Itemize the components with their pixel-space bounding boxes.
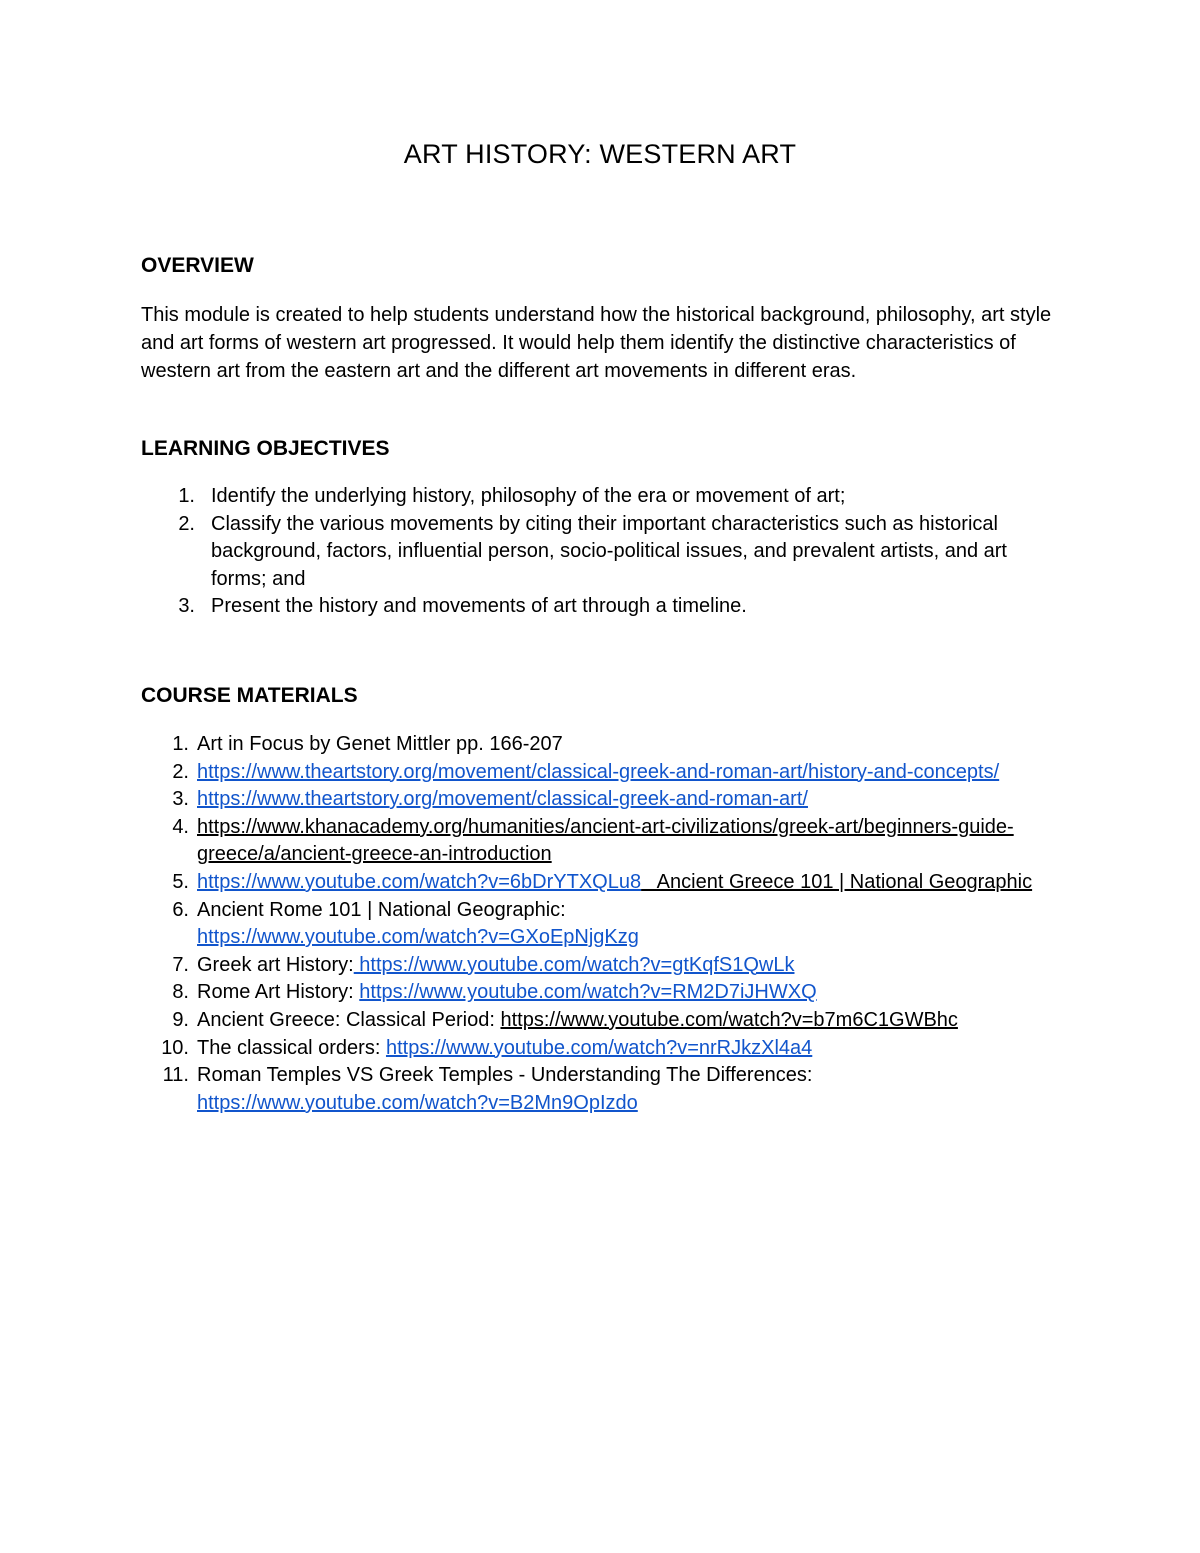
objective-item-1 bbox=[163, 483, 1043, 511]
material-text: The classical orders: bbox=[197, 1036, 381, 1059]
material-number: 2. bbox=[172, 760, 189, 783]
material-text: Ancient Rome 101 | National Geographic: bbox=[197, 898, 566, 921]
objective-text: Identify the underlying history, philosophy of the era or movement of art; bbox=[211, 485, 846, 507]
material-text: Ancient Greece: Classical Period: bbox=[197, 1008, 495, 1031]
material-number: 1. bbox=[172, 733, 189, 755]
material-number: 5. bbox=[172, 870, 189, 893]
material-item-11 bbox=[155, 1062, 1055, 1117]
material-link[interactable]: https://www.khanacademy.org/humanities/ancient-art-civilizations/greek-art/beginners-guide-greece/a/ancient-greece-an-introduction bbox=[197, 815, 1014, 866]
objective-number: 1. bbox=[178, 485, 195, 507]
document-title: ART HISTORY: WESTERN ART bbox=[403, 139, 797, 169]
objective-number: 3. bbox=[178, 595, 195, 618]
learning-objectives-list bbox=[163, 483, 1043, 621]
material-number: 8. bbox=[172, 981, 189, 1004]
material-number: 4. bbox=[172, 815, 189, 838]
material-text: Art in Focus by Genet Mittler pp. 166-207 bbox=[197, 733, 563, 755]
overview-paragraph: This module is created to help students understand how the historical background, philosophy, art style and art forms of western art progressed. It would help them identify the distinctive characteristics of western art from the eastern art and the different art movements in different eras. bbox=[141, 304, 1052, 382]
material-number: 6. bbox=[172, 898, 189, 921]
objective-item-2 bbox=[163, 511, 1043, 594]
objective-text: Present the history and movements of art through a timeline. bbox=[211, 595, 747, 618]
course-materials-list bbox=[155, 731, 1055, 1117]
objective-number: 2. bbox=[178, 512, 195, 535]
material-item-6 bbox=[155, 897, 1055, 952]
material-link[interactable]: https://www.youtube.com/watch?v=RM2D7iJHWXQ bbox=[359, 981, 817, 1004]
material-text: Greek art History: bbox=[197, 953, 354, 976]
material-number: 3. bbox=[172, 788, 189, 811]
material-item-2 bbox=[155, 759, 1055, 787]
material-item-8 bbox=[155, 979, 1055, 1007]
objective-item-3 bbox=[163, 593, 1043, 621]
material-link[interactable]: https://www.youtube.com/watch?v=gtKqfS1QwLk bbox=[353, 953, 795, 976]
material-number: 11. bbox=[162, 1064, 189, 1087]
material-number: 7. bbox=[172, 953, 189, 976]
material-item-5 bbox=[155, 869, 1055, 897]
material-text: Rome Art History: bbox=[197, 981, 354, 1004]
material-link[interactable]: https://www.youtube.com/watch?v=b7m6C1GWBhc bbox=[500, 1008, 958, 1031]
material-number: 10. bbox=[161, 1036, 189, 1059]
material-item-4 bbox=[155, 814, 1055, 869]
material-link[interactable]: https://www.theartstory.org/movement/classical-greek-and-roman-art/ bbox=[197, 788, 808, 811]
material-link[interactable]: https://www.youtube.com/watch?v=6bDrYTXQLu8 bbox=[197, 870, 642, 893]
objective-text: Classify the various movements by citing their important characteristics such as historical background, factors, influential person, socio-political issues, and prevalent artists, and art forms; and bbox=[211, 512, 1007, 590]
material-link[interactable]: https://www.theartstory.org/movement/classical-greek-and-roman-art/history-and-concepts/ bbox=[197, 760, 1000, 783]
material-item-3 bbox=[155, 786, 1055, 814]
material-item-1 bbox=[155, 731, 1055, 759]
material-link-caption: Ancient Greece 101 | National Geographic bbox=[641, 870, 1033, 893]
learning-objectives-heading: LEARNING OBJECTIVES bbox=[141, 437, 390, 460]
material-link[interactable]: https://www.youtube.com/watch?v=B2Mn9OpIzdo bbox=[197, 1091, 638, 1114]
material-link[interactable]: https://www.youtube.com/watch?v=nrRJkzXl4a4 bbox=[385, 1036, 813, 1059]
material-text: Roman Temples VS Greek Temples - Understanding The Differences: bbox=[197, 1064, 813, 1087]
material-item-9 bbox=[155, 1007, 1055, 1035]
material-link[interactable]: https://www.youtube.com/watch?v=GXoEpNjgKzg bbox=[197, 926, 639, 949]
material-item-7 bbox=[155, 952, 1055, 980]
overview-heading: OVERVIEW bbox=[141, 254, 254, 277]
material-number: 9. bbox=[172, 1008, 189, 1031]
course-materials-heading: COURSE MATERIALS bbox=[141, 684, 358, 707]
material-item-10 bbox=[155, 1035, 1055, 1063]
